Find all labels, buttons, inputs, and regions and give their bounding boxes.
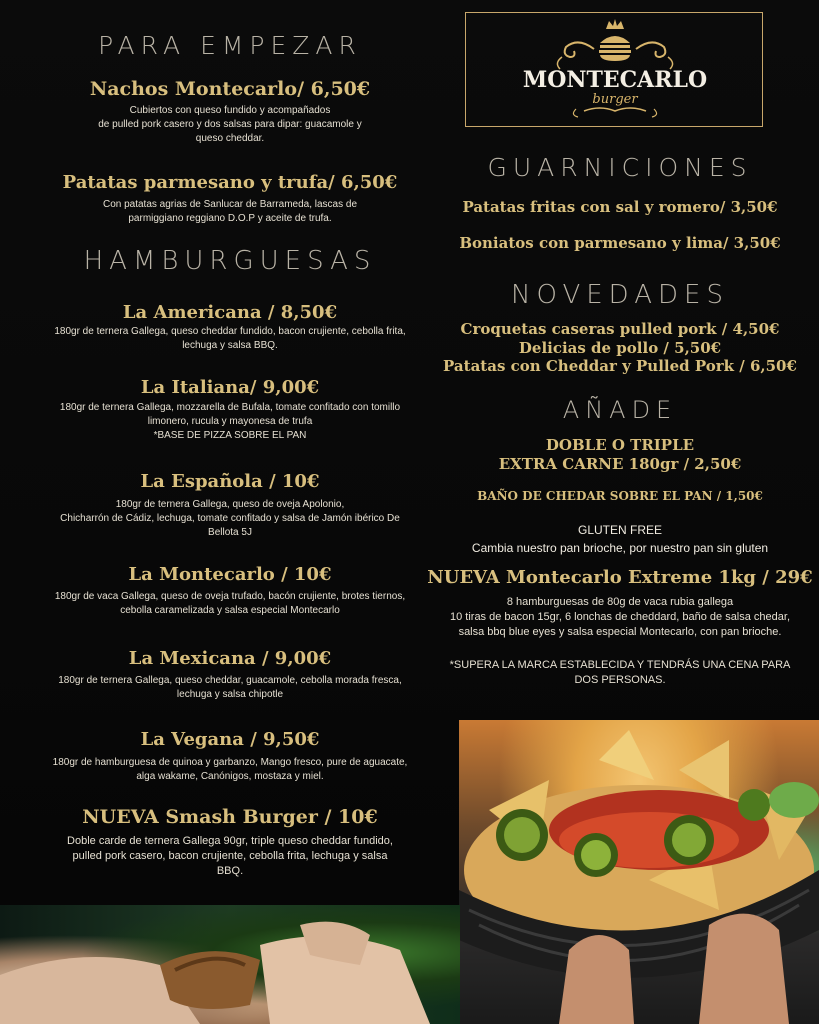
heading-para-empezar: PARA EMPEZAR: [98, 31, 362, 60]
item-title-patatas-trufa: Patatas parmesano y trufa/ 6,50€: [62, 172, 398, 193]
gluten-free-desc: Cambia nuestro pan brioche, por nuestro pan sin gluten: [471, 541, 769, 555]
new-item-croquetas: Croquetas caseras pulled pork / 4,50€: [460, 320, 780, 338]
item-desc-mexicana: 180gr de ternera Gallega, queso cheddar, guacamole, cebolla morada fresca, lechuga y salsa chipotle: [58, 675, 402, 700]
item-desc-smash: Doble carde de ternera Gallega 90gr, triple queso cheddar fundido, pulled pork casero, bacon crujiente, cebolla frita, lechuga y salsa BBQ.: [67, 835, 393, 877]
heading-hamburguesas: HAMBURGUESAS: [83, 246, 377, 276]
item-desc-italiana: 180gr de ternera Gallega, mozzarella de Bufala, tomate confitado con tomillo limonero, rucula y mayonesa de trufa *BASE DE PIZZA SOBRE EL PAN: [59, 402, 401, 441]
add-line-bano-chedar: BAÑO DE CHEDAR SOBRE EL PAN / 1,50€: [477, 489, 763, 503]
item-title-mexicana: La Mexicana / 9,00€: [128, 648, 332, 669]
extreme-title: NUEVA Montecarlo Extreme 1kg / 29€: [427, 567, 813, 588]
nachos-basket-icon: [459, 720, 819, 1024]
add-line-extra-carne: EXTRA CARNE 180gr / 2,50€: [498, 455, 742, 473]
side-item-boniatos: Boniatos con parmesano y lima/ 3,50€: [459, 234, 781, 252]
extreme-desc: 8 hamburguesas de 80g de vaca rubia gallega 10 tiras de bacon 15gr, 6 lonchas de cheddard, baño de salsa chedar, salsa bbq blue eyes y salsa especial Montecarlo, con pan brioche.: [449, 596, 791, 638]
item-title-italiana: La Italiana/ 9,00€: [140, 377, 320, 398]
item-desc-americana: 180gr de ternera Gallega, queso cheddar fundido, bacon crujiente, cebolla frita, lechuga y salsa BBQ.: [54, 326, 406, 351]
item-title-americana: La Americana / 8,50€: [122, 302, 338, 323]
extreme-note: *SUPERA LA MARCA ESTABLECIDA Y TENDRÁS UNA CENA PARA DOS PERSONAS.: [449, 659, 791, 686]
gluten-free-title: GLUTEN FREE: [577, 523, 662, 537]
add-line-doble: DOBLE O TRIPLE: [545, 436, 695, 454]
new-item-patatas-cheddar: Patatas con Cheddar y Pulled Pork / 6,50€: [443, 357, 797, 375]
item-desc-nachos: Cubiertos con queso fundido y acompañados de pulled pork casero y dos salsas para dipar: guacamole y queso cheddar.: [98, 105, 362, 144]
heading-anade: AÑADE: [562, 396, 678, 424]
fries-photo: [0, 905, 460, 1024]
item-desc-patatas-trufa: Con patatas agrias de Sanlucar de Barrameda, lascas de parmiggiano reggiano D.O.P y aceite de trufa.: [102, 199, 358, 224]
item-desc-montecarlo: 180gr de vaca Gallega, queso de oveja trufado, bacón crujiente, brotes tiernos, cebolla caramelizada y salsa especial Montecarlo: [54, 591, 406, 616]
item-title-smash: NUEVA Smash Burger / 10€: [82, 806, 378, 828]
item-title-vegana: La Vegana / 9,50€: [140, 729, 320, 750]
item-title-montecarlo: La Montecarlo / 10€: [128, 564, 332, 585]
hand-fries-icon: [0, 905, 460, 1024]
logo-frame: [465, 12, 763, 127]
item-desc-vegana: 180gr de hamburguesa de quinoa y garbanzo, Mango fresco, pure de aguacate, alga wakame, Canónigos, mostaza y miel.: [52, 757, 408, 782]
new-item-delicias: Delicias de pollo / 5,50€: [518, 339, 722, 357]
nachos-photo: [459, 720, 819, 1024]
logo-name: MONTECARLO: [522, 67, 708, 93]
heading-guarniciones: GUARNICIONES: [487, 153, 753, 182]
item-desc-espanola: 180gr de ternera Gallega, queso de oveja Apolonio, Chicharrón de Cádiz, lechuga, tomate confitado y salsa de Jamón ibérico De Bellota 5J: [60, 499, 400, 538]
item-title-nachos: Nachos Montecarlo/ 6,50€: [89, 78, 371, 100]
side-item-patatas: Patatas fritas con sal y romero/ 3,50€: [462, 198, 778, 216]
heading-novedades: NOVEDADES: [511, 280, 729, 310]
logo-script: burger: [592, 92, 638, 107]
item-title-espanola: La Española / 10€: [140, 471, 320, 492]
